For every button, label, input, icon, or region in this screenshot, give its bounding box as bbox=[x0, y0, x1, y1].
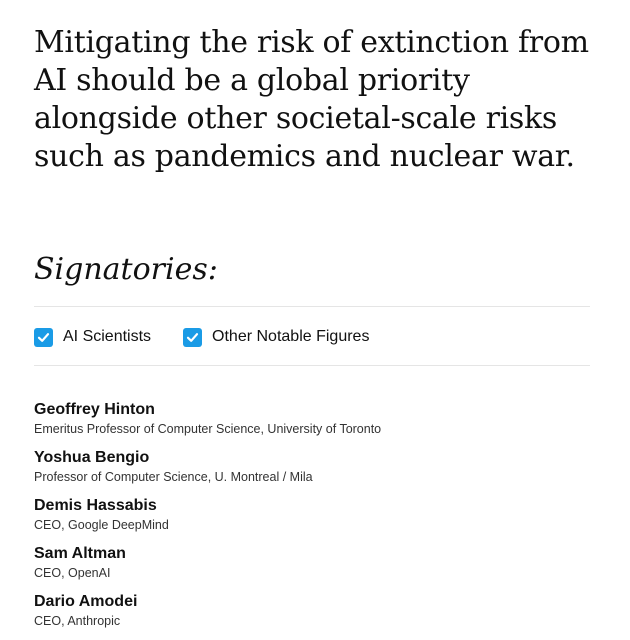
filter-ai-scientists[interactable] bbox=[34, 328, 151, 347]
checkbox-checked-icon[interactable] bbox=[183, 328, 202, 347]
signatory-title: Professor of Computer Science, U. Montreal / Mila bbox=[34, 470, 313, 484]
divider-bottom bbox=[34, 365, 590, 366]
statement-text: Mitigating the risk of extinction from AI should be a global priority alongside other societal-scale risks such as pandemics and nuclear war. bbox=[34, 25, 589, 174]
signatory-filters bbox=[34, 326, 369, 348]
checkbox-checked-icon[interactable] bbox=[34, 328, 53, 347]
signatory-name: Geoffrey Hinton bbox=[34, 401, 155, 418]
signatory-name: Demis Hassabis bbox=[34, 497, 157, 514]
signatory-title: CEO, OpenAI bbox=[34, 566, 111, 580]
filter-ai-scientists-label: AI Scientists bbox=[63, 328, 152, 345]
signatory-name: Sam Altman bbox=[34, 545, 126, 562]
signatory-list bbox=[34, 400, 604, 640]
filter-other-notable-figures[interactable] bbox=[183, 328, 369, 347]
signatory-item bbox=[34, 448, 604, 496]
signatory-name: Yoshua Bengio bbox=[34, 449, 150, 466]
signatory-item bbox=[34, 592, 604, 640]
signatory-name: Dario Amodei bbox=[34, 593, 138, 610]
signatory-item bbox=[34, 496, 604, 544]
signatories-heading: Signatories: bbox=[34, 252, 218, 287]
divider-top bbox=[34, 306, 590, 307]
signatory-item bbox=[34, 544, 604, 592]
signatory-item bbox=[34, 400, 604, 448]
signatory-title: CEO, Google DeepMind bbox=[34, 518, 169, 532]
signatory-title: Emeritus Professor of Computer Science, University of Toronto bbox=[34, 422, 382, 436]
signatory-title: CEO, Anthropic bbox=[34, 614, 121, 628]
filter-other-notable-figures-label: Other Notable Figures bbox=[212, 328, 370, 345]
